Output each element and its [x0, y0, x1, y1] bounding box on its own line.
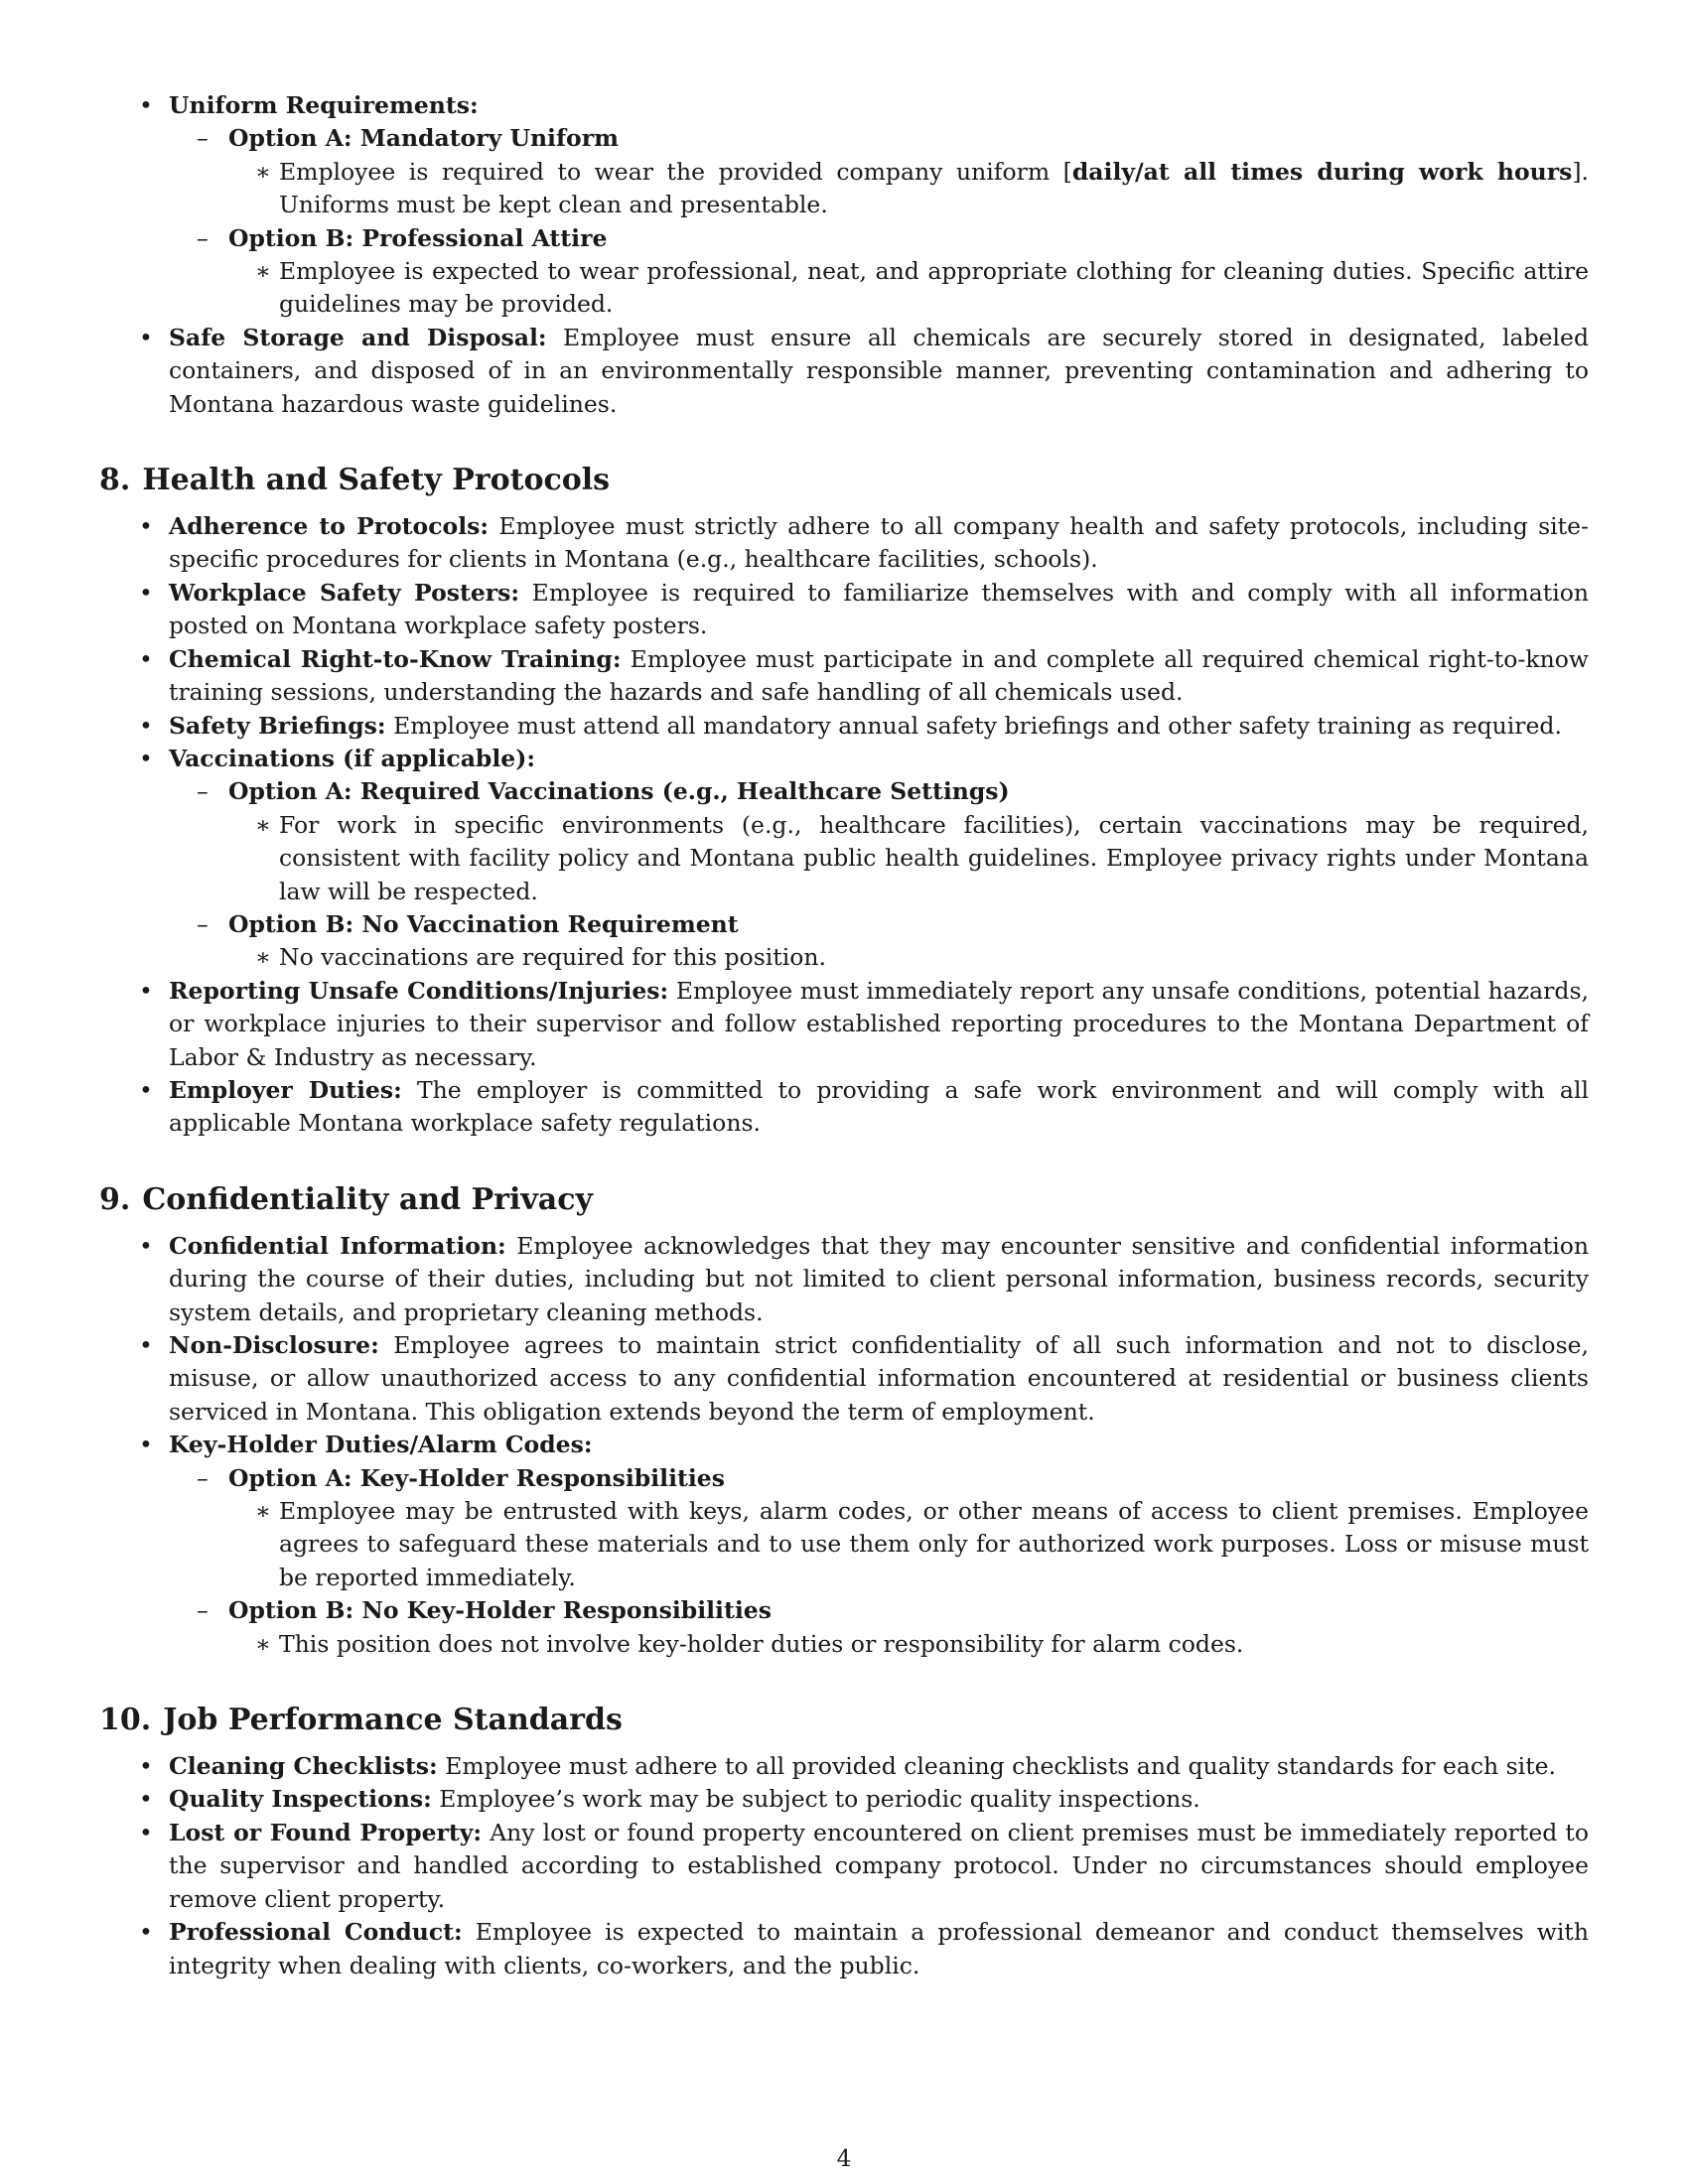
section-heading: 10. Job Performance Standards [99, 1703, 623, 1738]
option-text: ∗ For work in specific environments (e.g., healthcare facilities), certain vaccinations may be required, consistent with facility policy and Montana public health guidelines. Employee privacy rights under Montana law will be respected. [228, 809, 1589, 908]
section-heading: 8. Health and Safety Protocols [99, 463, 611, 498]
option-text: ∗ Employee is expected to wear professional, neat, and appropriate clothing for cleaning duties. Specific attire guidelines may be provided. [228, 255, 1589, 322]
item-label: Key-Holder Duties/Alarm Codes: [169, 1431, 593, 1459]
option-a-vaccinations [169, 775, 1589, 908]
option-b-vaccinations [169, 908, 1589, 975]
section-10-heading-wrap [99, 1701, 1589, 1740]
option-title: Option A: Key-Holder Responsibilities [228, 1463, 725, 1492]
list-item: • Employer Duties: The employer is committed to providing a safe work environment and will comply with all applicable Montana workplace safety regulations. [99, 1074, 1589, 1141]
list-item: • Confidential Information: Employee acknowledges that they may encounter sensitive and confidential information during the course of their duties, including but not limited to client personal information, business records, security system details, and proprietary cleaning methods. [99, 1230, 1589, 1329]
option-title: Option A: Required Vaccinations (e.g., Healthcare Settings) [228, 777, 1010, 806]
list-item: • Quality Inspections: Employee’s work may be subject to periodic quality inspections. [99, 1783, 1589, 1816]
section-9-list [99, 1230, 1589, 1661]
option-text: ∗ No vaccinations are required for this position. [228, 941, 1589, 974]
list-item: • Adherence to Protocols: Employee must strictly adhere to all company health and safety protocols, including site-specific procedures for clients in Montana (e.g., healthcare facilities, schools). [99, 510, 1589, 577]
section-9-heading-wrap [99, 1180, 1589, 1220]
page-number: 4 [836, 2146, 852, 2172]
option-text: ∗ Employee is required to wear the provided company uniform [daily/at all times during work hours]. Uniforms must be kept clean and presentable. [228, 156, 1589, 222]
section-10-list [99, 1750, 1589, 1982]
list-item-uniform [99, 89, 1589, 322]
option-text: ∗ This position does not involve key-holder duties or responsibility for alarm codes. [228, 1628, 1589, 1661]
option-b-keyholder [169, 1594, 1589, 1661]
option-text: ∗ Employee may be entrusted with keys, alarm codes, or other means of access to client premises. Employee agrees to safeguard these materials and to use them only for authorized work purposes. Loss or misuse must be reported immediately. [228, 1495, 1589, 1594]
section-8-heading-wrap [99, 461, 1589, 500]
list-item: • Workplace Safety Posters: Employee is required to familiarize themselves with and comply with all information posted on Montana workplace safety posters. [99, 577, 1589, 643]
item-label: Uniform Requirements: [169, 91, 479, 119]
option-title: Option B: No Vaccination Requirement [228, 909, 739, 938]
list-item-vaccinations [99, 743, 1589, 975]
option-title: Option B: Professional Attire [228, 223, 608, 252]
list-item: • Cleaning Checklists: Employee must adhere to all provided cleaning checklists and quality standards for each site. [99, 1750, 1589, 1783]
document-page [99, 89, 1589, 1982]
list-item-storage [99, 322, 1589, 421]
item-text: Employee must ensure all chemicals are securely stored in designated, labeled containers, and disposed of in an environmentally responsible manner, preventing contamination and adhering to Montana hazardous waste guidelines. [169, 323, 1589, 418]
option-a-uniform [169, 122, 1589, 221]
item-label: Vaccinations (if applicable): [169, 744, 536, 772]
option-title: Option A: Mandatory Uniform [228, 124, 619, 153]
list-item: • Lost or Found Property: Any lost or found property encountered on client premises must be immediately reported to the supervisor and handled according to established company protocol. Under no circumstances should employee remove client property. [99, 1817, 1589, 1916]
option-a-keyholder [169, 1462, 1589, 1595]
list-item: • Non-Disclosure: Employee agrees to maintain strict confidentiality of all such information and not to disclose, misuse, or allow unauthorized access to any confidential information encountered at residential or business clients serviced in Montana. This obligation extends beyond the term of employment. [99, 1329, 1589, 1429]
list-item: • Safety Briefings: Employee must attend all mandatory annual safety briefings and other safety training as required. [99, 710, 1589, 743]
item-label: Safe Storage and Disposal: [169, 323, 547, 351]
list-item: • Professional Conduct: Employee is expected to maintain a professional demeanor and conduct themselves with integrity when dealing with clients, co-workers, and the public. [99, 1916, 1589, 1982]
list-item: • Chemical Right-to-Know Training: Employee must participate in and complete all required chemical right-to-know training sessions, understanding the hazards and safe handling of all chemicals used. [99, 643, 1589, 710]
list-item: • Reporting Unsafe Conditions/Injuries: Employee must immediately report any unsafe conditions, potential hazards, or workplace injuries to their supervisor and follow established reporting procedures to the Montana Department of Labor & Industry as necessary. [99, 975, 1589, 1074]
top-list [99, 89, 1589, 421]
option-b-uniform [169, 222, 1589, 322]
list-item-keyholder [99, 1429, 1589, 1661]
option-title: Option B: No Key-Holder Responsibilities [228, 1596, 772, 1625]
section-8-list [99, 510, 1589, 1141]
section-heading: 9. Confidentiality and Privacy [99, 1181, 593, 1217]
